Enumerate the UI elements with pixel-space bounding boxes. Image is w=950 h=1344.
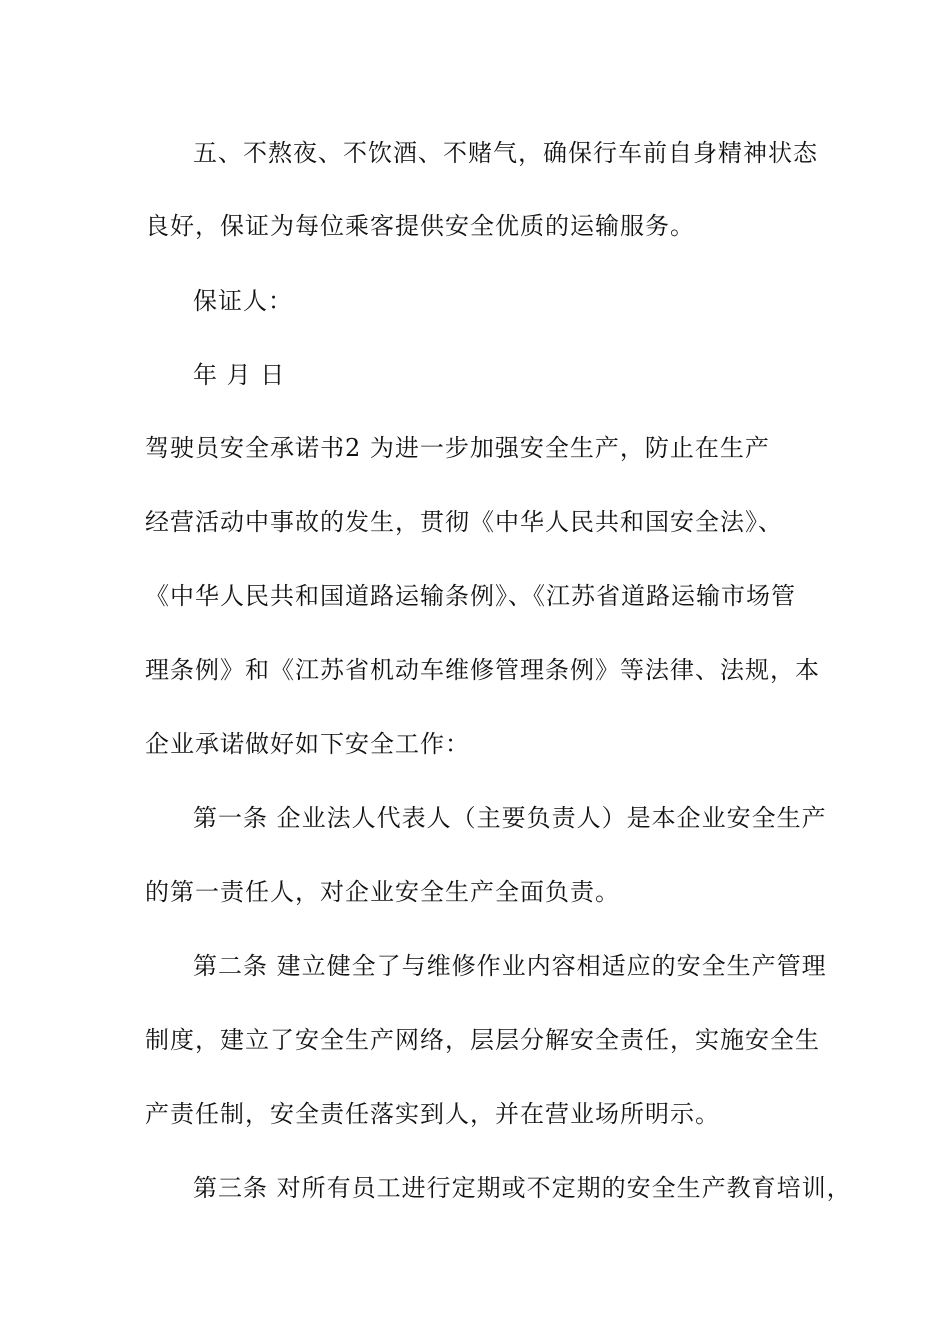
article-line: 第二条 建立健全了与维修作业内容相适应的安全生产管理 <box>193 952 827 980</box>
article-line: 第三条 对所有员工进行定期或不定期的安全生产教育培训， <box>193 1174 852 1202</box>
paragraph-line: 良好，保证为每位乘客提供安全优质的运输服务。 <box>145 212 695 240</box>
section-heading-line: 驾驶员安全承诺书2 为进一步加强安全生产，防止在生产 <box>145 434 770 462</box>
paragraph-line: 制度，建立了安全生产网络，层层分解安全责任，实施安全生 <box>145 1026 820 1054</box>
paragraph-line: 《中华人民共和国道路运输条例》、《江苏省道路运输市场管 <box>145 582 796 610</box>
paragraph-line: 企业承诺做好如下安全工作： <box>145 730 470 758</box>
paragraph-line: 理条例》和《江苏省机动车维修管理条例》等法律、法规，本 <box>145 656 820 684</box>
article-line: 第一条 企业法人代表人（主要负责人）是本企业安全生产 <box>193 804 827 832</box>
paragraph-line: 的第一责任人，对企业安全生产全面负责。 <box>145 878 620 906</box>
signatory-label: 保证人： <box>193 287 293 315</box>
paragraph-line: 经营活动中事故的发生，贯彻《中华人民共和国安全法》、 <box>145 508 783 536</box>
paragraph-line: 产责任制，安全责任落实到人，并在营业场所明示。 <box>145 1100 720 1128</box>
paragraph-line: 五、不熬夜、不饮酒、不赌气，确保行车前自身精神状态 <box>193 139 818 167</box>
date-line: 年 月 日 <box>193 361 286 389</box>
